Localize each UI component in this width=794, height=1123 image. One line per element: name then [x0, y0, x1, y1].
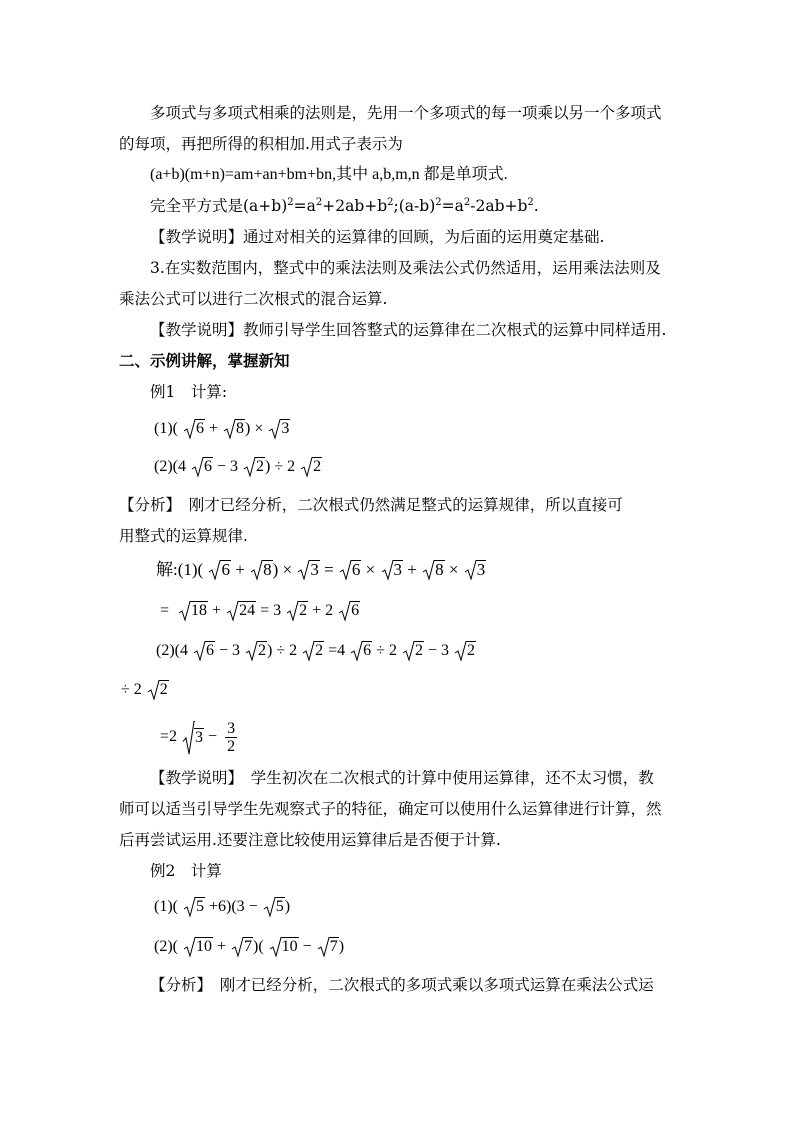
radical-sign — [403, 641, 415, 661]
radical-sign — [194, 641, 206, 661]
radical-sign — [318, 937, 330, 957]
radical-stroke — [246, 642, 258, 661]
radical-stroke — [301, 458, 313, 477]
radical-stroke — [179, 602, 191, 621]
radical-sign — [423, 560, 435, 580]
radical: 24 — [227, 601, 256, 621]
example2-item2: (2)( 10 + 7)( 10 − 7) — [154, 938, 345, 955]
radical-stroke — [270, 938, 282, 957]
solution-line-4: ÷ 2 2 — [121, 681, 168, 698]
radical: 5 — [264, 897, 285, 917]
radical: 7 — [232, 937, 253, 957]
radical-sign — [244, 457, 256, 477]
radical-stroke — [423, 561, 435, 580]
paragraph-line: 多项式与多项式相乘的法则是，先用一个多项式的每一项乘以另一个多项式 — [150, 104, 662, 122]
example-title: 例1 计算: — [150, 383, 228, 401]
radical: 6 — [209, 560, 231, 580]
radical-stroke — [227, 602, 239, 621]
radical: 6 — [184, 419, 205, 439]
analysis-note: 【分析】 刚才已经分析，二次根式的多项式乘以多项式运算在乘法公式运 — [150, 976, 654, 994]
radical-stroke — [148, 681, 160, 700]
radical-sign — [465, 560, 477, 580]
radical: 18 — [179, 601, 208, 621]
radical: 2 — [287, 601, 308, 621]
solution-line-2: = 18 + 24 = 3 2 + 2 6 — [160, 602, 360, 619]
radical: 2 — [455, 641, 476, 661]
radical-sign — [227, 601, 239, 621]
radical-stroke — [184, 938, 196, 957]
radical-stroke — [194, 642, 206, 661]
radical: 6 — [339, 601, 360, 621]
fraction: $\frac{3}{2}$ — [227, 720, 236, 755]
radical: 8 — [251, 560, 273, 580]
radical-sign — [340, 560, 352, 580]
radical-sign — [382, 560, 394, 580]
radical-sign — [270, 937, 282, 957]
radical-sign — [209, 560, 221, 580]
teaching-note: 师可以适当引导学生先观察式子的特征，确定可以使用什么运算律进行计算，然 — [119, 800, 662, 818]
radical-stroke — [303, 642, 315, 661]
analysis-note: 【分析】 刚才已经分析，二次根式仍然满足整式的运算规律，所以直接可 — [119, 496, 623, 514]
radical: 10 — [184, 937, 213, 957]
paragraph-line: 的每项，再把所得的积相加.用式子表示为 — [119, 135, 403, 153]
radical-stroke — [351, 642, 363, 661]
radical-stroke — [340, 561, 352, 580]
radical-sign — [351, 641, 363, 661]
radical: 3 — [269, 419, 290, 439]
radical-stroke — [209, 561, 221, 580]
example1-item2: (2)(4 6 − 3 2) ÷ 2 2 — [154, 458, 322, 475]
radical-sign — [179, 601, 191, 621]
solution-line-1: 解:(1)( 6 + 8) × 3 = 6 × 3 + 8 × 3 — [156, 560, 486, 580]
radical-stroke — [287, 602, 299, 621]
radical-sign — [287, 601, 299, 621]
radical: 6 — [340, 560, 362, 580]
radical: 6 — [192, 457, 213, 477]
radical-stroke — [382, 561, 394, 580]
teaching-note: 【教学说明】 学生初次在二次根式的计算中使用运算律，还不太习惯，教 — [150, 769, 654, 787]
radical-sign — [298, 560, 310, 580]
radical: 2 — [301, 457, 322, 477]
radical-sign — [184, 897, 196, 917]
radical-sign — [224, 419, 236, 439]
radical-sign — [269, 419, 281, 439]
radical-sign — [246, 641, 258, 661]
radical-stroke — [224, 420, 236, 439]
radical-stroke — [183, 721, 195, 754]
radical-stroke — [184, 420, 196, 439]
radical: 3 — [465, 560, 487, 580]
radical: 2 — [403, 641, 424, 661]
radical: 3 — [298, 560, 320, 580]
radical: 5 — [184, 897, 205, 917]
radical: 2 — [148, 680, 169, 700]
radical: 6 — [194, 641, 215, 661]
radical: 7 — [318, 937, 339, 957]
radical-stroke — [244, 458, 256, 477]
radical-sign — [301, 457, 313, 477]
radical-stroke — [455, 642, 467, 661]
radical-stroke — [232, 938, 244, 957]
radical-sign — [148, 680, 160, 700]
radical-sign — [251, 560, 263, 580]
radical: 3 — [382, 560, 404, 580]
radical-sign — [303, 641, 315, 661]
radical: 8 — [423, 560, 445, 580]
teaching-note: 【教学说明】教师引导学生回答整式的运算律在二次根式的运算中同样适用. — [150, 321, 667, 339]
example-title: 例2 计算 — [150, 862, 222, 880]
radical: 2 — [246, 641, 267, 661]
example2-item1: (1)( 5 +6)(3 − 5) — [154, 898, 291, 915]
radical: 3 — [183, 721, 204, 755]
teaching-note: 【教学说明】通过对相关的运算律的回顾，为后面的运用奠定基础. — [150, 228, 605, 246]
radical-sign — [183, 721, 195, 755]
example1-item1: (1)( 6 + 8) × 3 — [154, 420, 290, 437]
solution-line-5: =2 3 − $\frac{3}{2}$ — [160, 720, 236, 755]
radical-stroke — [192, 458, 204, 477]
radical-sign — [184, 419, 196, 439]
radical-sign — [339, 601, 351, 621]
paragraph-line: 乘法公式可以进行二次根式的混合运算. — [119, 290, 388, 308]
radical-stroke — [251, 561, 263, 580]
radical: 8 — [224, 419, 245, 439]
radical-stroke — [465, 561, 477, 580]
radical-sign — [264, 897, 276, 917]
analysis-note: 用整式的运算规律. — [119, 527, 248, 545]
section-heading: 二、示例讲解，掌握新知 — [119, 351, 290, 370]
radical-stroke — [264, 898, 276, 917]
radical-sign — [192, 457, 204, 477]
radical-sign — [184, 937, 196, 957]
radical-stroke — [318, 938, 330, 957]
paragraph-line: 3.在实数范围内，整式中的乘法法则及乘法公式仍然适用，运用乘法法则及 — [150, 259, 661, 277]
radical-sign — [455, 641, 467, 661]
radical-stroke — [298, 561, 310, 580]
formula-line: 完全平方式是$(a+b)^2=a^2+2ab+b^2;(a-b)^2=a^2-2ab+b^2$. — [150, 197, 539, 215]
radical: 2 — [244, 457, 265, 477]
formula-line: (a+b)(m+n)=am+an+bm+bn,其中 a,b,m,n 都是单项式. — [150, 166, 508, 183]
radical-stroke — [403, 642, 415, 661]
radical-stroke — [269, 420, 281, 439]
teaching-note: 后再尝试运用.还要注意比较使用运算律后是否便于计算. — [119, 831, 501, 849]
radical-stroke — [184, 898, 196, 917]
radical: 2 — [303, 641, 324, 661]
radical: 6 — [351, 641, 372, 661]
solution-line-3: (2)(4 6 − 3 2) ÷ 2 2 =4 6 ÷ 2 2 − 3 2 — [156, 642, 475, 659]
radical-stroke — [339, 602, 351, 621]
radical-sign — [232, 937, 244, 957]
radical: 10 — [270, 937, 299, 957]
